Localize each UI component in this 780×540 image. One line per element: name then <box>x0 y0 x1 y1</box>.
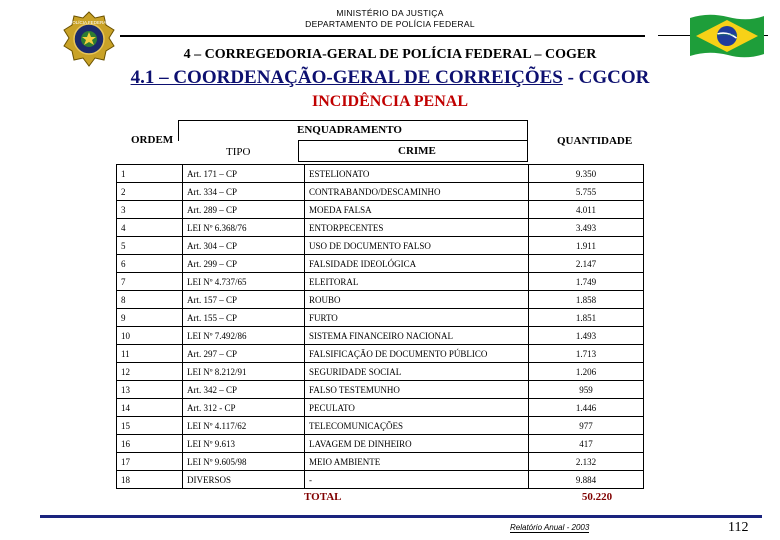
cell-crime: FURTO <box>305 309 529 327</box>
cell-quantidade: 417 <box>529 435 644 453</box>
cell-quantidade: 3.493 <box>529 219 644 237</box>
cell-ordem: 9 <box>117 309 183 327</box>
cell-ordem: 3 <box>117 201 183 219</box>
header-enquadramento: ENQUADRAMENTO <box>297 124 402 136</box>
cell-quantidade: 2.147 <box>529 255 644 273</box>
cell-tipo: DIVERSOS <box>183 471 305 489</box>
cell-quantidade: 5.755 <box>529 183 644 201</box>
cell-quantidade: 4.011 <box>529 201 644 219</box>
cell-crime: MEIO AMBIENTE <box>305 453 529 471</box>
table-row <box>117 165 644 183</box>
ministry-name: MINISTÉRIO DA JUSTIÇA <box>336 8 444 18</box>
cell-tipo: Art. 171 – CP <box>183 165 305 183</box>
cell-crime: PECULATO <box>305 399 529 417</box>
cell-crime: FALSIDADE IDEOLÓGICA <box>305 255 529 273</box>
cell-tipo: Art. 297 – CP <box>183 345 305 363</box>
cell-quantidade: 1.749 <box>529 273 644 291</box>
cell-quantidade: 1.493 <box>529 327 644 345</box>
cell-tipo: Art. 157 – CP <box>183 291 305 309</box>
cell-ordem: 1 <box>117 165 183 183</box>
table-body <box>117 165 644 489</box>
header-crime: CRIME <box>398 145 436 157</box>
header-quantidade: QUANTIDADE <box>557 135 633 147</box>
cell-quantidade: 1.713 <box>529 345 644 363</box>
total-value: 50.220 <box>581 491 613 503</box>
cell-crime: SEGURIDADE SOCIAL <box>305 363 529 381</box>
cell-tipo: Art. 342 – CP <box>183 381 305 399</box>
footer-rule <box>40 515 762 518</box>
cell-quantidade: 1.858 <box>529 291 644 309</box>
table-row <box>117 345 644 363</box>
cell-crime: LAVAGEM DE DINHEIRO <box>305 435 529 453</box>
cell-tipo: Art. 299 – CP <box>183 255 305 273</box>
cell-ordem: 18 <box>117 471 183 489</box>
cell-crime: FALSIFICAÇÃO DE DOCUMENTO PÚBLICO <box>305 345 529 363</box>
cell-crime: MOEDA FALSA <box>305 201 529 219</box>
table-row <box>117 201 644 219</box>
cell-ordem: 17 <box>117 453 183 471</box>
subsection-title-main: 4.1 – COORDENAÇÃO-GERAL DE CORREIÇÕES <box>130 67 563 88</box>
cell-ordem: 10 <box>117 327 183 345</box>
cell-ordem: 15 <box>117 417 183 435</box>
cell-quantidade: 1.911 <box>529 237 644 255</box>
header-ordem: ORDEM <box>131 134 174 146</box>
table-row <box>117 219 644 237</box>
cell-tipo: LEI Nº 7.492/86 <box>183 327 305 345</box>
cell-tipo: LEI Nº 9.613 <box>183 435 305 453</box>
cell-crime: - <box>305 471 529 489</box>
cell-ordem: 12 <box>117 363 183 381</box>
cell-quantidade: 1.446 <box>529 399 644 417</box>
cell-crime: FALSO TESTEMUNHO <box>305 381 529 399</box>
cell-crime: ESTELIONATO <box>305 165 529 183</box>
cell-crime: TELECOMUNICAÇÕES <box>305 417 529 435</box>
section-title: 4 – CORREGEDORIA-GERAL DE POLÍCIA FEDERAL – COGER <box>183 47 597 62</box>
table-row <box>117 363 644 381</box>
table-row <box>117 381 644 399</box>
cell-tipo: Art. 312 - CP <box>183 399 305 417</box>
table-row <box>117 183 644 201</box>
cell-crime: USO DE DOCUMENTO FALSO <box>305 237 529 255</box>
flag-motto: ORDEM E PROGRESSO <box>716 34 738 37</box>
table-title: INCIDÊNCIA PENAL <box>311 93 469 110</box>
table-row <box>117 399 644 417</box>
department-name: DEPARTAMENTO DE POLÍCIA FEDERAL <box>305 19 475 29</box>
cell-quantidade: 9.350 <box>529 165 644 183</box>
cell-ordem: 8 <box>117 291 183 309</box>
cell-tipo: LEI Nº 4.117/62 <box>183 417 305 435</box>
table-row <box>117 291 644 309</box>
cell-quantidade: 2.132 <box>529 453 644 471</box>
incidence-table <box>116 164 644 489</box>
ministry-header <box>0 8 780 30</box>
cell-quantidade: 1.206 <box>529 363 644 381</box>
badge-label: POLÍCIA FEDERAL <box>69 20 109 25</box>
table-row <box>117 327 644 345</box>
header-tipo: TIPO <box>226 146 251 158</box>
table-row <box>117 255 644 273</box>
cell-tipo: LEI Nº 8.212/91 <box>183 363 305 381</box>
cell-ordem: 4 <box>117 219 183 237</box>
cell-crime: ELEITORAL <box>305 273 529 291</box>
report-name: Relatório Anual - 2003 <box>510 523 590 532</box>
page-number: 112 <box>728 520 749 535</box>
total-label: TOTAL <box>304 491 342 503</box>
table-row <box>117 471 644 489</box>
cell-tipo: LEI Nº 4.737/65 <box>183 273 305 291</box>
subsection-title-suffix: - CGCOR <box>562 67 650 88</box>
cell-crime: SISTEMA FINANCEIRO NACIONAL <box>305 327 529 345</box>
cell-ordem: 6 <box>117 255 183 273</box>
cell-ordem: 14 <box>117 399 183 417</box>
cell-quantidade: 959 <box>529 381 644 399</box>
cell-crime: CONTRABANDO/DESCAMINHO <box>305 183 529 201</box>
table-row <box>117 453 644 471</box>
cell-ordem: 16 <box>117 435 183 453</box>
cell-tipo: Art. 304 – CP <box>183 237 305 255</box>
cell-tipo: LEI Nº 9.605/98 <box>183 453 305 471</box>
subsection-title <box>0 67 780 89</box>
cell-tipo: Art. 155 – CP <box>183 309 305 327</box>
cell-crime: ROUBO <box>305 291 529 309</box>
cell-ordem: 7 <box>117 273 183 291</box>
table-row <box>117 273 644 291</box>
cell-quantidade: 9.884 <box>529 471 644 489</box>
cell-ordem: 2 <box>117 183 183 201</box>
table-row <box>117 417 644 435</box>
cell-tipo: Art. 334 – CP <box>183 183 305 201</box>
cell-quantidade: 977 <box>529 417 644 435</box>
header-rule <box>120 35 645 37</box>
cell-ordem: 13 <box>117 381 183 399</box>
cell-tipo: Art. 289 – CP <box>183 201 305 219</box>
table-row <box>117 435 644 453</box>
table-row <box>117 237 644 255</box>
cell-tipo: LEI Nº 6.368/76 <box>183 219 305 237</box>
cell-quantidade: 1.851 <box>529 309 644 327</box>
table-row <box>117 309 644 327</box>
cell-ordem: 11 <box>117 345 183 363</box>
cell-crime: ENTORPECENTES <box>305 219 529 237</box>
cell-ordem: 5 <box>117 237 183 255</box>
